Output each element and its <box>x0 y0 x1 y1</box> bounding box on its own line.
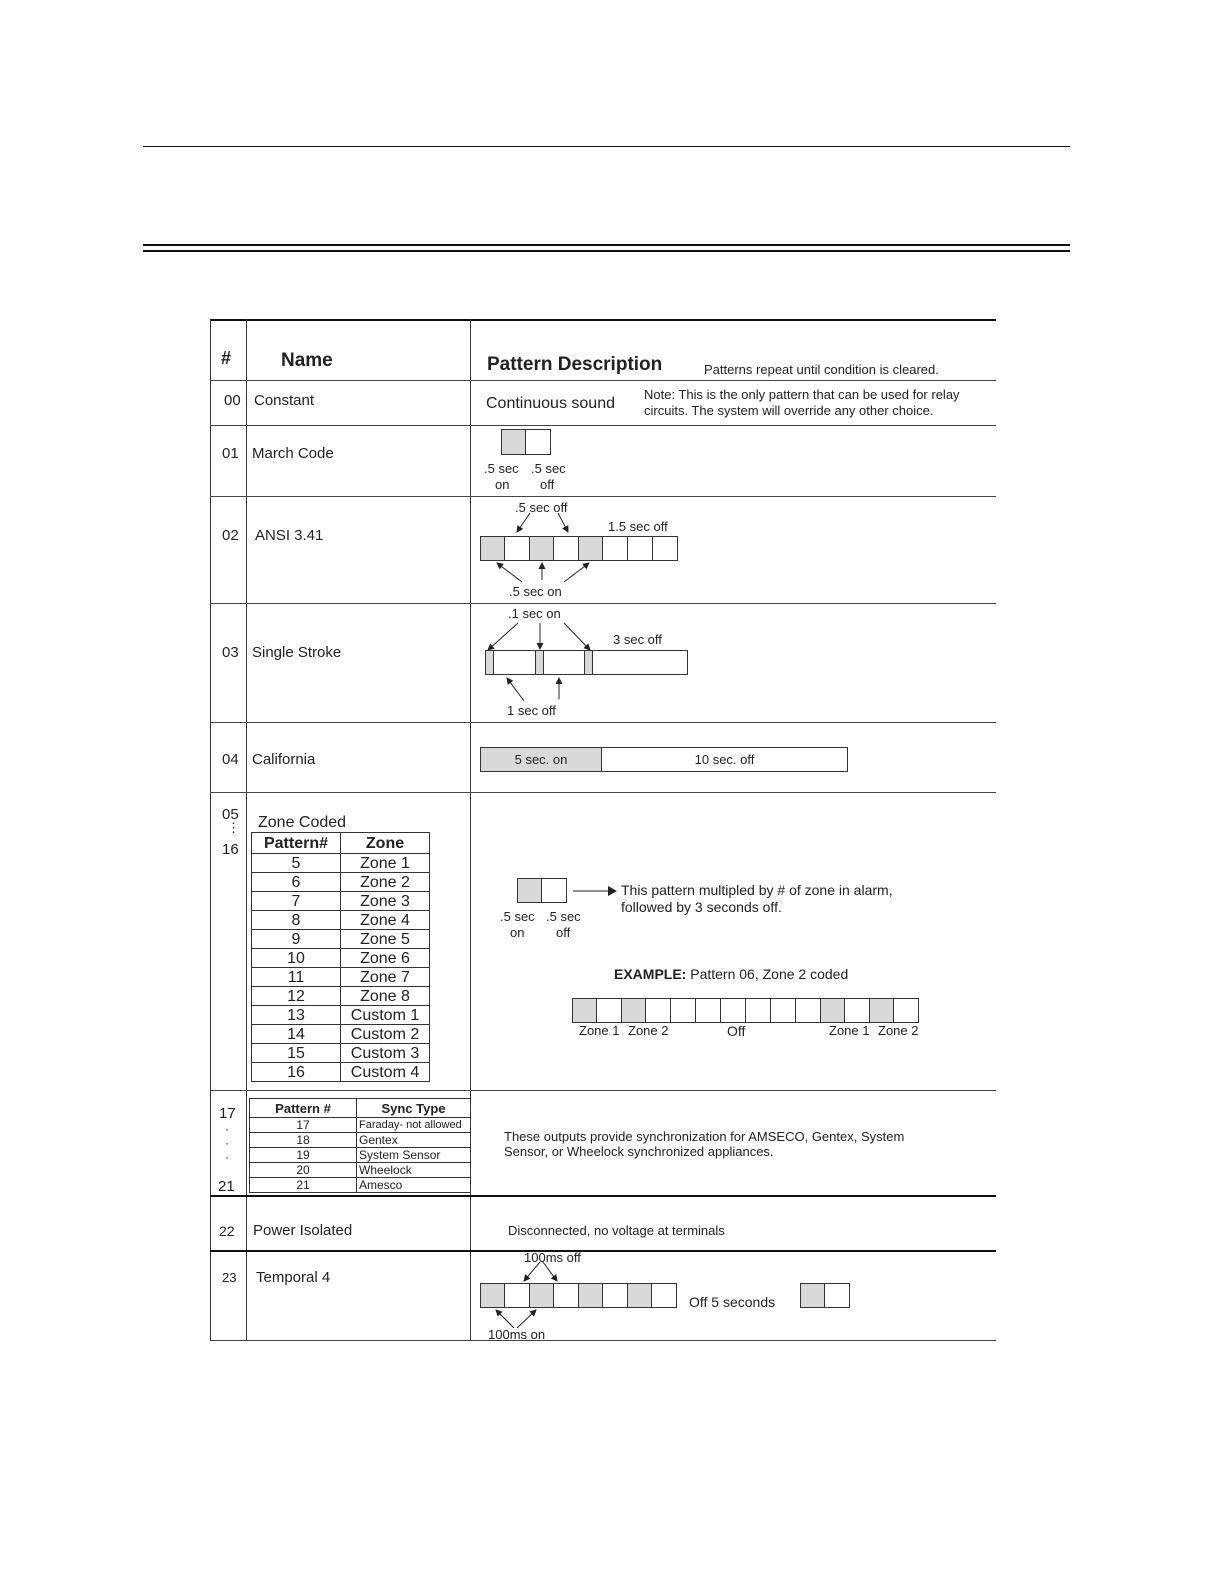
zone-table-row <box>252 1044 430 1063</box>
zone-cell: Zone 2 <box>341 873 430 892</box>
pattern-column-header: Pattern# <box>252 833 341 854</box>
zone-table-row <box>252 968 430 987</box>
ms-on-label: 100ms on <box>488 1327 546 1342</box>
sync-type-cell: Wheelock <box>357 1163 471 1178</box>
example-off-block <box>720 998 746 1023</box>
zone-table-row <box>252 873 430 892</box>
sync-type-cell: System Sensor <box>357 1148 471 1163</box>
header-name: Name <box>281 350 333 371</box>
row-name: Constant <box>254 392 315 409</box>
row-name: Zone Coded <box>258 814 347 831</box>
row-num-start: 17 <box>219 1105 236 1122</box>
sync-desc-line1: These outputs provide synchronization for AMSECO, Gentex, System <box>504 1129 905 1144</box>
relay-note-line2: circuits. The system will override any other choice. <box>644 403 934 418</box>
zone-cell: Custom 1 <box>341 1006 430 1025</box>
pattern-number-cell: 6 <box>252 873 341 892</box>
row-num: 00 <box>224 392 241 409</box>
zone-table-row <box>252 892 430 911</box>
header-repeat-note: Patterns repeat until condition is cleared. <box>704 362 939 377</box>
pattern-number-cell: 17 <box>250 1118 357 1133</box>
example-zone1-label: Zone 1 <box>829 1023 870 1038</box>
california-on-segment <box>480 747 602 772</box>
half-sec-on-label: .5 sec on <box>509 584 562 599</box>
pattern-number-cell: 12 <box>252 987 341 1006</box>
table-left-border <box>210 319 211 1341</box>
row-name: March Code <box>252 445 334 462</box>
temporal-on-block <box>627 1283 652 1308</box>
zone-cell: Custom 2 <box>341 1025 430 1044</box>
example-off-block <box>795 998 821 1023</box>
pulse-off-block <box>541 878 567 903</box>
table-top-border <box>210 319 996 321</box>
example-off-block <box>893 998 919 1023</box>
zone-table-row <box>252 987 430 1006</box>
pattern-number-cell: 20 <box>250 1163 357 1178</box>
sync-type-cell: Gentex <box>357 1133 471 1148</box>
sync-type-cell: Amesco <box>357 1178 471 1193</box>
row-divider <box>210 425 996 426</box>
sync-table-row <box>250 1178 471 1193</box>
zone-cell: Zone 8 <box>341 987 430 1006</box>
row-name: ANSI 3.41 <box>255 527 324 544</box>
example-on-block <box>869 998 894 1023</box>
off-five-seconds-label: Off 5 seconds <box>689 1294 776 1310</box>
example-on-block <box>820 998 845 1023</box>
vertical-dots: · · · <box>225 1122 229 1164</box>
zone-table-row <box>252 854 430 873</box>
row-divider <box>210 722 996 723</box>
half-sec-off-label: .5 sec off <box>515 500 568 515</box>
zone-coded-desc-line1: This pattern multipled by # of zone in alarm, <box>621 882 893 898</box>
zone-cell: Zone 5 <box>341 930 430 949</box>
pattern-number-cell: 10 <box>252 949 341 968</box>
example-off-block <box>596 998 622 1023</box>
row-num-end: 16 <box>222 841 239 858</box>
zone-table-row <box>252 911 430 930</box>
row-num: 22 <box>219 1223 235 1239</box>
zone-cell: Zone 1 <box>341 854 430 873</box>
row-divider <box>210 1090 996 1091</box>
long-off-label: 1.5 sec off <box>608 519 668 534</box>
example-on-block <box>621 998 646 1023</box>
tenth-sec-on-label: .1 sec on <box>508 606 561 621</box>
row-description: Disconnected, no voltage at terminals <box>508 1223 725 1238</box>
row-num-start: 05 <box>222 806 239 823</box>
example-text: Pattern 06, Zone 2 coded <box>690 966 849 982</box>
zone-column-header: Zone <box>341 833 430 854</box>
double-rule-top <box>143 244 1070 246</box>
on-duration-label: .5 sec <box>484 461 519 476</box>
zone-coded-desc-line2: followed by 3 seconds off. <box>621 899 782 915</box>
temporal-arrows <box>470 1252 590 1340</box>
zone-cell: Custom 3 <box>341 1044 430 1063</box>
row-divider <box>210 380 996 381</box>
california-off-label: 10 sec. off <box>694 752 755 767</box>
ansi-arrows <box>470 496 670 606</box>
row-divider <box>210 1195 996 1197</box>
example-bold-label: EXAMPLE: <box>614 966 687 982</box>
pulse-on-block <box>501 429 526 455</box>
pattern-number-cell: 14 <box>252 1025 341 1044</box>
pulse-off-block <box>525 429 551 455</box>
single-stroke-arrows <box>470 603 670 718</box>
sync-column-header: Sync Type <box>357 1099 471 1118</box>
sync-type-cell: Faraday- not allowed <box>357 1118 471 1133</box>
pattern-number-cell: 11 <box>252 968 341 987</box>
sync-type-table <box>249 1098 471 1193</box>
example-heading <box>614 966 848 982</box>
temporal-off-block <box>602 1283 628 1308</box>
example-off-block <box>844 998 870 1023</box>
row-num: 02 <box>222 527 239 544</box>
row-divider <box>210 792 996 793</box>
row-name: Power Isolated <box>253 1222 353 1239</box>
one-sec-off-label: 1 sec off <box>507 703 556 718</box>
example-off-block <box>745 998 771 1023</box>
example-on-block <box>572 998 597 1023</box>
double-rule-bottom <box>143 250 1070 252</box>
row-num-end: 21 <box>218 1178 235 1195</box>
pattern-number-cell: 21 <box>250 1178 357 1193</box>
pattern-number-cell: 15 <box>252 1044 341 1063</box>
row-description: Continuous sound <box>486 395 615 412</box>
example-off-block <box>645 998 671 1023</box>
zone-pattern-table <box>251 832 430 1082</box>
pattern-number-cell: 18 <box>250 1133 357 1148</box>
zone-table-row <box>252 1063 430 1082</box>
three-sec-off-label: 3 sec off <box>613 632 662 647</box>
pattern-number-cell: 19 <box>250 1148 357 1163</box>
header-num: # <box>221 348 232 368</box>
sync-table-row <box>250 1148 471 1163</box>
zone-cell: Zone 4 <box>341 911 430 930</box>
pulse-on-block <box>517 878 542 903</box>
sync-desc-line2: Sensor, or Wheelock synchronized appliances. <box>504 1144 774 1159</box>
example-off-label: Off <box>727 1023 746 1039</box>
row-name: Temporal 4 <box>256 1269 331 1286</box>
example-off-block <box>770 998 796 1023</box>
row-divider <box>210 1250 996 1252</box>
zone-cell: Zone 6 <box>341 949 430 968</box>
off-state-label: off <box>556 925 571 940</box>
on-state-label: on <box>510 925 525 940</box>
on-state-label: on <box>495 477 510 492</box>
sync-table-row <box>250 1163 471 1178</box>
zone-table-row <box>252 949 430 968</box>
top-rule <box>143 146 1070 147</box>
sync-table-row <box>250 1118 471 1133</box>
zone-cell: Zone 3 <box>341 892 430 911</box>
row-num: 23 <box>222 1270 237 1285</box>
ms-off-label: 100ms off <box>524 1250 581 1265</box>
zone-table-row <box>252 1006 430 1025</box>
zone-cell: Zone 7 <box>341 968 430 987</box>
row-num: 04 <box>222 751 239 768</box>
header-pattern-description: Pattern Description <box>487 354 663 375</box>
pattern-number-cell: 8 <box>252 911 341 930</box>
temporal-off-block <box>824 1283 850 1308</box>
row-num: 03 <box>222 644 239 661</box>
pattern-number-cell: 9 <box>252 930 341 949</box>
pattern-number-cell: 5 <box>252 854 341 873</box>
on-duration-label: .5 sec <box>500 909 535 924</box>
off-state-label: off <box>540 477 555 492</box>
row-num: 01 <box>222 445 239 462</box>
vertical-ellipsis: ⋮ <box>227 820 240 835</box>
example-zone2-label: Zone 2 <box>878 1023 919 1038</box>
multiply-arrow <box>570 884 620 898</box>
row-name: California <box>252 751 316 768</box>
row-name: Single Stroke <box>252 644 342 661</box>
sync-table-row <box>250 1133 471 1148</box>
off-duration-label: .5 sec <box>546 909 581 924</box>
sync-table-header <box>250 1099 471 1118</box>
example-off-block <box>695 998 721 1023</box>
california-off-segment <box>601 747 848 772</box>
temporal-off-block <box>651 1283 677 1308</box>
pattern-number-cell: 13 <box>252 1006 341 1025</box>
zone-table-row <box>252 930 430 949</box>
example-zone2-label: Zone 2 <box>628 1023 669 1038</box>
pattern-number-cell: 7 <box>252 892 341 911</box>
example-zone1-label: Zone 1 <box>579 1023 620 1038</box>
pattern-number-cell: 16 <box>252 1063 341 1082</box>
zone-table-row <box>252 1025 430 1044</box>
pattern-column-header: Pattern # <box>250 1099 357 1118</box>
zone-table-header <box>252 833 430 854</box>
relay-note-line1: Note: This is the only pattern that can be used for relay <box>644 387 960 402</box>
zone-cell: Custom 4 <box>341 1063 430 1082</box>
california-on-label: 5 sec. on <box>514 752 568 767</box>
col-divider-1 <box>246 319 247 1341</box>
table-bottom-border <box>210 1340 996 1341</box>
example-off-block <box>670 998 696 1023</box>
off-duration-label: .5 sec <box>531 461 566 476</box>
temporal-on-block <box>800 1283 825 1308</box>
